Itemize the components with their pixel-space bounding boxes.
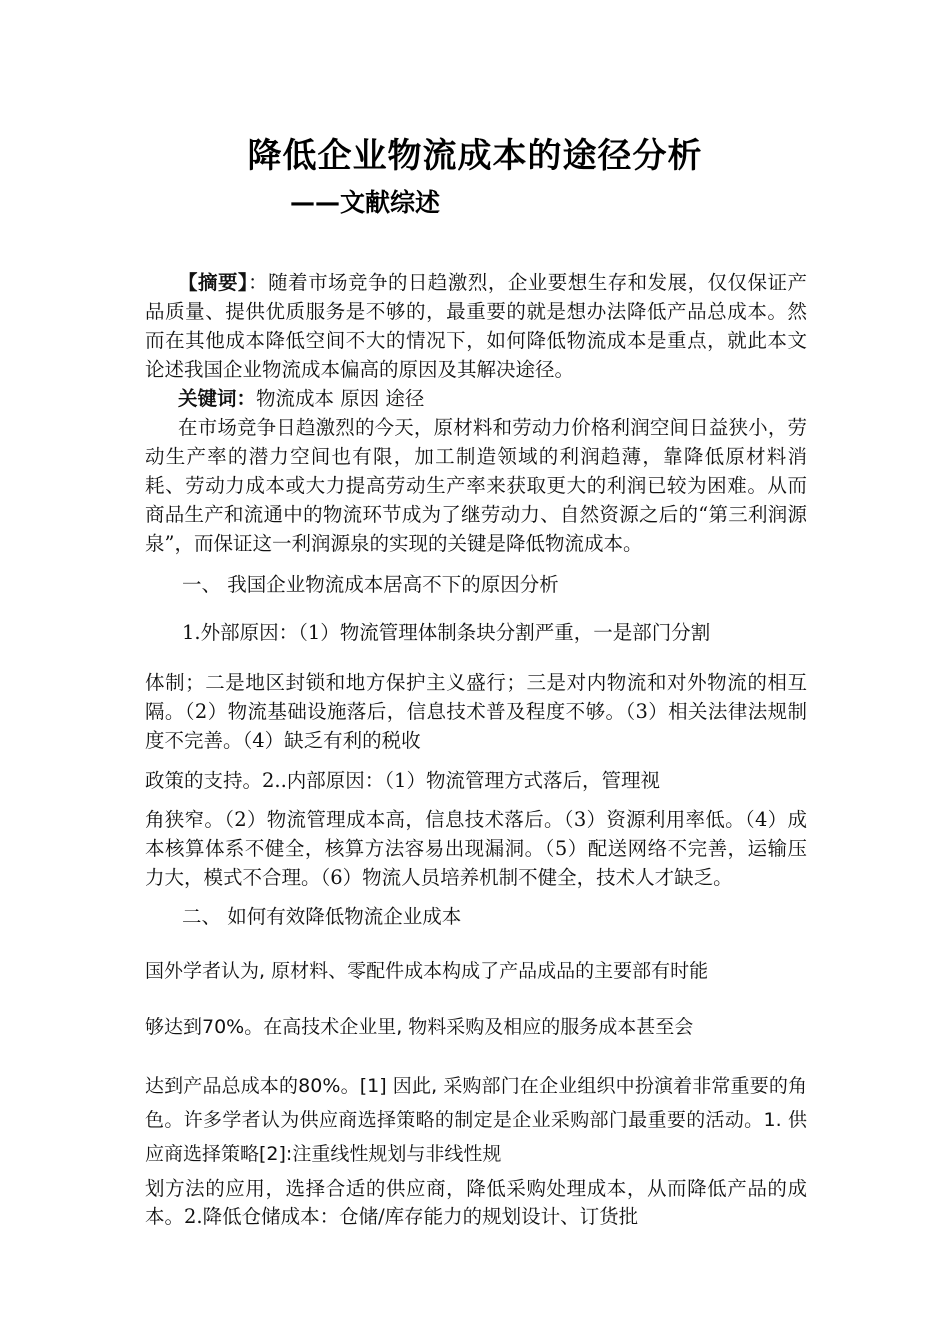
keywords-text: 物流成本 原因 途径	[256, 387, 425, 410]
section2-paragraph: 达到产品总成本的80%。[1] 因此, 采购部门在企业组织中扮演着非常重要的角色。许多学者认为供应商选择策略的制定是企业采购部门最重要的活动。1. 供应商选择策略[2]:注重线性规划与非线性规	[145, 1075, 807, 1165]
section1-line-1: 1.外部原因：（1）物流管理体制条块分割严重，一是部门分割	[182, 621, 711, 644]
section2-line-1: 国外学者认为, 原材料、零配件成本构成了产品成品的主要部有时能	[145, 960, 709, 982]
section-heading-2: 二、 如何有效降低物流企业成本	[182, 905, 462, 928]
section1-paragraph-2: 体制；二是地区封锁和地方保护主义盛行；三是对内物流和对外物流的相互隔。（2）物流基础设施落后，信息技术普及程度不够。（3）相关法律法规制度不完善。（4）缺乏有利的税收	[145, 671, 807, 752]
section1-paragraph-3: 角狭窄。（2）物流管理成本高，信息技术落后。（3）资源利用率低。（4）成本核算体系不健全，核算方法容易出现漏洞。（5）配送网络不完善，运输压力大，模式不合理。（6）物流人员培养机制不健全，技术人才缺乏。	[145, 808, 807, 889]
keywords-paragraph	[145, 384, 807, 413]
section2-line-2: 够达到70%。在高技术企业里, 物料采购及相应的服务成本甚至会	[145, 1016, 694, 1038]
keywords-label: 关键词：	[178, 387, 257, 410]
document-subtitle: ——文献综述	[290, 188, 441, 217]
section-heading-1: 一、 我国企业物流成本居高不下的原因分析	[182, 573, 559, 596]
abstract-text: ：随着市场竞争的日趋激烈，企业要想生存和发展，仅仅保证产品质量、提供优质服务是不够的，最重要的就是想办法降低产品总成本。然而在其他成本降低空间不大的情况下，如何降低物流成本是重点，就此本文论述我国企业物流成本偏高的原因及其解决途径。	[145, 271, 807, 381]
section1-line-a: 政策的支持。2..内部原因：（1）物流管理方式落后，管理视	[145, 769, 660, 792]
abstract-paragraph	[145, 268, 807, 384]
abstract-label: 【摘要】	[178, 271, 249, 294]
document-body	[145, 268, 807, 1231]
section2-tail: 划方法的应用，选择合适的供应商，降低采购处理成本，从而降低产品的成本。2.降低仓储成本：仓储/库存能力的规划设计、订货批	[145, 1177, 807, 1228]
document-title: 降低企业物流成本的途径分析	[247, 136, 703, 176]
intro-paragraph: 在市场竞争日趋激烈的今天，原材料和劳动力价格利润空间日益狭小，劳动生产率的潜力空间也有限，加工制造领域的利润趋薄，靠降低原材料消耗、劳动力成本或大力提高劳动生产率来获取更大的利润已较为困难。从而商品生产和流通中的物流环节成为了继劳动力、自然资源之后的“第三利润源泉”，而保证这一利润源泉的实现的关键是降低物流成本。	[145, 416, 807, 555]
